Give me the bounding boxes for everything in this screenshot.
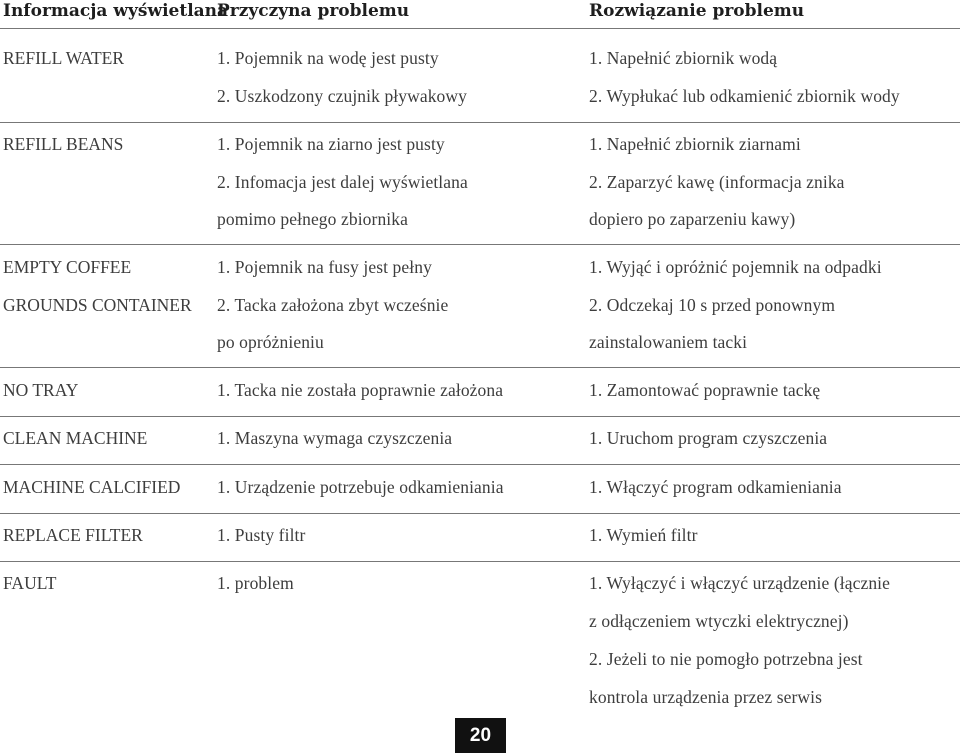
- solution-line: 1. Wyjąć i opróżnić pojemnik na odpadki: [589, 257, 882, 277]
- header-display-message: Informacja wyświetlana: [3, 1, 229, 21]
- cause-line: 1. Urządzenie potrzebuje odkamieniania: [217, 477, 504, 497]
- solution-line: 1. Włączyć program odkamieniania: [589, 477, 842, 497]
- display-message: GROUNDS CONTAINER: [3, 295, 192, 315]
- cause-line: 2. Uszkodzony czujnik pływakowy: [217, 86, 467, 106]
- cause-line: 1. Tacka nie została poprawnie założona: [217, 380, 504, 400]
- solution-line: kontrola urządzenia przez serwis: [589, 687, 823, 707]
- solution-line: z odłączeniem wtyczki elektrycznej): [589, 611, 849, 631]
- solution-line: 1. Zamontować poprawnie tackę: [589, 380, 821, 400]
- solution-line: dopiero po zaparzeniu kawy): [589, 209, 796, 229]
- table-divider: [0, 244, 960, 245]
- solution-line: 2. Wypłukać lub odkamienić zbiornik wody: [589, 86, 900, 106]
- display-message: EMPTY COFFEE: [3, 257, 132, 277]
- table-divider: [0, 122, 960, 123]
- solution-line: 2. Odczekaj 10 s przed ponownym: [589, 295, 836, 315]
- solution-line: 1. Wyłączyć i włączyć urządzenie (łącznie: [589, 573, 891, 593]
- solution-line: 2. Zaparzyć kawę (informacja znika: [589, 172, 845, 192]
- cause-line: 1. problem: [217, 573, 294, 593]
- solution-line: 1. Napełnić zbiornik wodą: [589, 48, 778, 68]
- display-message: FAULT: [3, 573, 57, 593]
- solution-line: 2. Jeżeli to nie pomogło potrzebna jest: [589, 649, 863, 669]
- table-divider: [0, 416, 960, 417]
- cause-line: pomimo pełnego zbiornika: [217, 209, 408, 229]
- table-divider: [0, 464, 960, 465]
- display-message: REPLACE FILTER: [3, 525, 143, 545]
- display-message: MACHINE CALCIFIED: [3, 477, 181, 497]
- cause-line: 1. Pojemnik na wodę jest pusty: [217, 48, 439, 68]
- table-divider: [0, 367, 960, 368]
- cause-line: 2. Tacka założona zbyt wcześnie: [217, 295, 449, 315]
- table-divider: [0, 513, 960, 514]
- table-divider: [0, 28, 960, 29]
- cause-line: 1. Pojemnik na fusy jest pełny: [217, 257, 432, 277]
- cause-line: 2. Infomacja jest dalej wyświetlana: [217, 172, 468, 192]
- table-header: [0, 0, 960, 22]
- table-divider: [0, 561, 960, 562]
- header-problem-cause: Przyczyna problemu: [217, 1, 410, 21]
- solution-line: zainstalowaniem tacki: [589, 332, 748, 352]
- solution-line: 1. Uruchom program czyszczenia: [589, 428, 828, 448]
- cause-line: 1. Pusty filtr: [217, 525, 306, 545]
- page-number: 20: [455, 718, 506, 753]
- display-message: NO TRAY: [3, 380, 79, 400]
- cause-line: 1. Maszyna wymaga czyszczenia: [217, 428, 453, 448]
- display-message: CLEAN MACHINE: [3, 428, 148, 448]
- solution-line: 1. Wymień filtr: [589, 525, 698, 545]
- cause-line: 1. Pojemnik na ziarno jest pusty: [217, 134, 445, 154]
- solution-line: 1. Napełnić zbiornik ziarnami: [589, 134, 801, 154]
- header-problem-solution: Rozwiązanie problemu: [589, 1, 805, 21]
- display-message: REFILL WATER: [3, 48, 125, 68]
- display-message: REFILL BEANS: [3, 134, 124, 154]
- cause-line: po opróżnieniu: [217, 332, 324, 352]
